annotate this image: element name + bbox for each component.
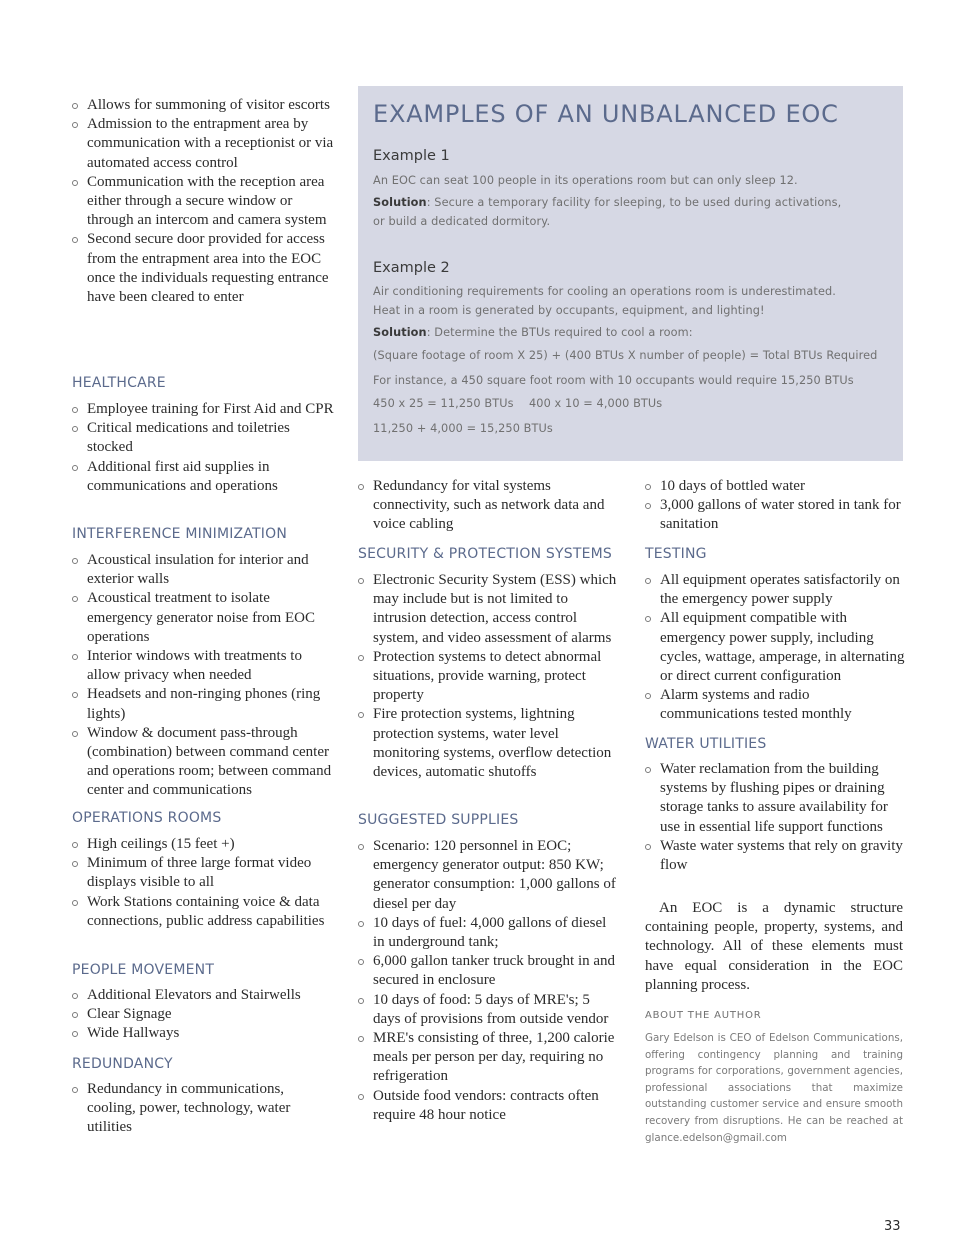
testing-list [645,571,907,725]
btu-instance: For instance, a 450 square foot room with 10 occupants would require 15,250 BTUs [373,374,854,387]
list-item: Electronic Security System (ESS) which may include but is not limited to intrusion detection, access control system, and video assessment of alarms [358,571,620,648]
example-2-solution [373,326,693,339]
water-utilities-heading: WATER UTILITIES [645,736,767,752]
solution-label: Solution [373,326,427,339]
example-2-line-2: Heat in a room is generated by occupants, equipment, and lighting! [373,304,765,317]
operations-list [72,835,334,931]
entrance-list [72,96,334,307]
list-item: Allows for summoning of visitor escorts [72,96,334,115]
list-item: Protection systems to detect abnormal situations, provide warning, protect property [358,648,620,706]
btu-calc-2: 400 x 10 = 4,000 BTUs [529,397,663,410]
list-item: 10 days of food: 5 days of MRE's; 5 days of provisions from outside vendor [358,991,620,1029]
solution-label: Solution [373,196,427,209]
btu-calc-1: 450 x 25 = 11,250 BTUs [373,397,514,410]
list-item: Interior windows with treatments to allow privacy when needed [72,647,334,685]
list-item: 6,000 gallon tanker truck brought in and secured in enclosure [358,952,620,990]
operations-heading: OPERATIONS ROOMS [72,810,222,826]
people-movement-heading: PEOPLE MOVEMENT [72,962,215,978]
list-item: Scenario: 120 personnel in EOC; emergency generator output: 850 KW; generator consumption: 1,000 gallons of diesel per day [358,837,620,914]
closing-paragraph: An EOC is a dynamic structure containing people, property, systems, and technology. All of these elements must have equal consideration in the EOC planning process. [645,900,903,993]
list-item: Minimum of three large format video displays visible to all [72,854,334,892]
about-author-heading: ABOUT THE AUTHOR [645,1010,762,1021]
testing-heading: TESTING [645,546,707,562]
list-item: Acoustical treatment to isolate emergency generator noise from EOC operations [72,589,334,647]
example-2-heading: Example 2 [373,260,450,276]
redundancy-list [72,1080,334,1138]
example-2-line-1: Air conditioning requirements for cooling an operations room is underestimated. [373,285,836,298]
security-heading: SECURITY & PROTECTION SYSTEMS [358,546,613,562]
list-item: 10 days of fuel: 4,000 gallons of diesel in underground tank; [358,914,620,952]
redundancy-heading: REDUNDANCY [72,1056,173,1072]
solution-text: : Determine the BTUs required to cool a room: [426,326,693,339]
healthcare-heading: HEALTHCARE [72,375,166,391]
list-item: Waste water systems that rely on gravity flow [645,837,907,875]
connectivity-list [358,477,620,535]
list-item: 3,000 gallons of water stored in tank for sanitation [645,496,907,534]
box-title: EXAMPLES OF AN UNBALANCED EOC [373,100,839,128]
healthcare-list [72,400,334,496]
list-item: Additional first aid supplies in communications and operations [72,458,334,496]
list-item: Admission to the entrapment area by communication with a receptionist or via automated access control [72,115,334,173]
btu-calc-3: 11,250 + 4,000 = 15,250 BTUs [373,422,553,435]
list-item: Wide Hallways [72,1024,334,1043]
interference-list [72,551,334,801]
list-item: Headsets and non-ringing phones (ring lights) [72,685,334,723]
list-item: MRE's consisting of three, 1,200 calorie meals per person per day, requiring no refrigeration [358,1029,620,1087]
list-item: Work Stations containing voice & data connections, public address capabilities [72,893,334,931]
example-1-heading: Example 1 [373,148,450,164]
water-utilities-list [645,760,907,875]
list-item: Employee training for First Aid and CPR [72,400,334,419]
list-item: Outside food vendors: contracts often require 48 hour notice [358,1087,620,1125]
list-item: Alarm systems and radio communications tested monthly [645,686,907,724]
example-1-solution-cont: or build a dedicated dormitory. [373,215,551,228]
list-item: Critical medications and toiletries stocked [72,419,334,457]
example-1-text: An EOC can seat 100 people in its operations room but can only sleep 12. [373,174,798,187]
list-item: Acoustical insulation for interior and exterior walls [72,551,334,589]
list-item: Redundancy in communications, cooling, power, technology, water utilities [72,1080,334,1138]
solution-text: : Secure a temporary facility for sleeping, to be used during activations, [426,196,842,209]
people-movement-list [72,986,334,1044]
list-item: Additional Elevators and Stairwells [72,986,334,1005]
water-supply-list [645,477,907,535]
example-1-solution [373,196,841,209]
list-item: Communication with the reception area either through a secure window or through an intercom and camera system [72,173,334,231]
list-item: Window & document pass-through (combination) between command center and operations room; between command center and communications [72,724,334,801]
unbalanced-eoc-box [358,86,903,461]
interference-heading: INTERFERENCE MINIMIZATION [72,526,288,542]
list-item: All equipment operates satisfactorily on the emergency power supply [645,571,907,609]
list-item: High ceilings (15 feet +) [72,835,334,854]
list-item: Redundancy for vital systems connectivity, such as network data and voice cabling [358,477,620,535]
list-item: 10 days of bottled water [645,477,907,496]
list-item: Clear Signage [72,1005,334,1024]
list-item: Water reclamation from the building systems by flushing pipes or draining storage tanks to assure availability for use in essential life support functions [645,760,907,837]
security-list [358,571,620,782]
btu-formula: (Square footage of room X 25) + (400 BTUs X number of people) = Total BTUs Required [373,349,878,362]
supplies-heading: SUGGESTED SUPPLIES [358,812,519,828]
list-item: Fire protection systems, lightning protection systems, water level monitoring systems, overflow detection devices, automatic shutoffs [358,705,620,782]
list-item: All equipment compatible with emergency power supply, including cycles, wattage, amperage, in alternating or direct current configuration [645,609,907,686]
page-number: 33 [884,1219,901,1234]
list-item: Second secure door provided for access from the entrapment area into the EOC once the individuals requesting entrance have been cleared to enter [72,230,334,307]
supplies-list [358,837,620,1125]
about-author-text: Gary Edelson is CEO of Edelson Communications, offering contingency planning and training programs for corporations, government agencies, professional associations that maximize outstanding customer service and ensure smooth recovery from disruptions. He can be reached at glance.edelson@gmail.com [645,1032,903,1144]
